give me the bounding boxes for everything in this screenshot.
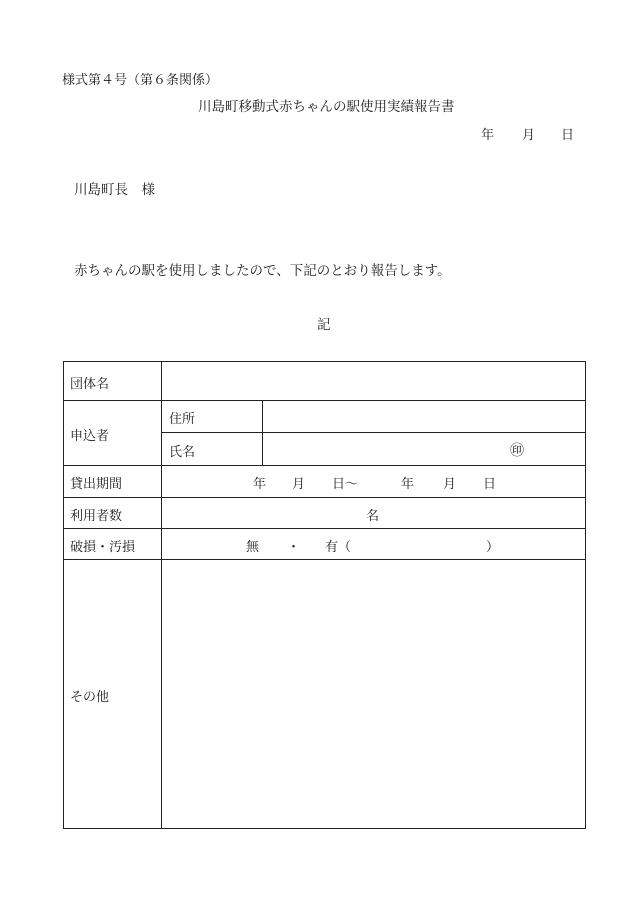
row-divider bbox=[63, 497, 586, 498]
group-name-field[interactable] bbox=[163, 363, 584, 399]
applicant-label: 申込者 bbox=[70, 429, 110, 444]
group-name-label: 団体名 bbox=[70, 377, 110, 392]
damage-separator: ・ bbox=[287, 540, 301, 555]
column-divider bbox=[262, 400, 263, 465]
row-divider bbox=[63, 559, 586, 560]
address-field[interactable] bbox=[264, 402, 584, 431]
loan-end-year: 年 bbox=[401, 477, 415, 492]
users-count-label: 利用者数 bbox=[70, 509, 123, 524]
loan-end-day: 日 bbox=[483, 477, 497, 492]
column-divider bbox=[161, 361, 162, 829]
loan-period-label: 貸出期間 bbox=[70, 477, 123, 492]
report-statement: 赤ちゃんの駅を使用しましたので、下記のとおり報告します。 bbox=[74, 263, 451, 279]
damage-close-paren: ） bbox=[486, 540, 500, 555]
addressee: 川島町長 様 bbox=[74, 182, 155, 198]
other-field[interactable] bbox=[163, 561, 584, 827]
other-label: その他 bbox=[70, 690, 110, 705]
name-field[interactable] bbox=[264, 434, 504, 464]
name-label: 氏名 bbox=[169, 445, 196, 460]
users-count-unit: 名 bbox=[366, 509, 380, 524]
loan-start-month: 月 bbox=[292, 477, 306, 492]
row-divider bbox=[63, 465, 586, 466]
form-number-label: 様式第４号（第６条関係） bbox=[62, 73, 219, 88]
row-divider bbox=[63, 528, 586, 529]
address-label: 住所 bbox=[169, 412, 196, 427]
row-divider bbox=[161, 432, 586, 433]
date-day-label: 日 bbox=[561, 128, 575, 143]
loan-start-day: 日〜 bbox=[332, 477, 359, 492]
document-title: 川島町移動式赤ちゃんの駅使用実績報告書 bbox=[198, 99, 455, 115]
ki-heading: 記 bbox=[317, 317, 331, 333]
row-divider bbox=[63, 400, 586, 401]
date-month-label: 月 bbox=[522, 128, 536, 143]
loan-end-month: 月 bbox=[443, 477, 457, 492]
damage-label: 破損・汚損 bbox=[70, 540, 136, 555]
date-year-label: 年 bbox=[481, 128, 495, 143]
damage-yes-option[interactable]: 有（ bbox=[325, 540, 352, 555]
damage-none-option[interactable]: 無 bbox=[246, 540, 260, 555]
loan-start-year: 年 bbox=[253, 477, 267, 492]
seal-mark: ㊞ bbox=[510, 443, 524, 459]
